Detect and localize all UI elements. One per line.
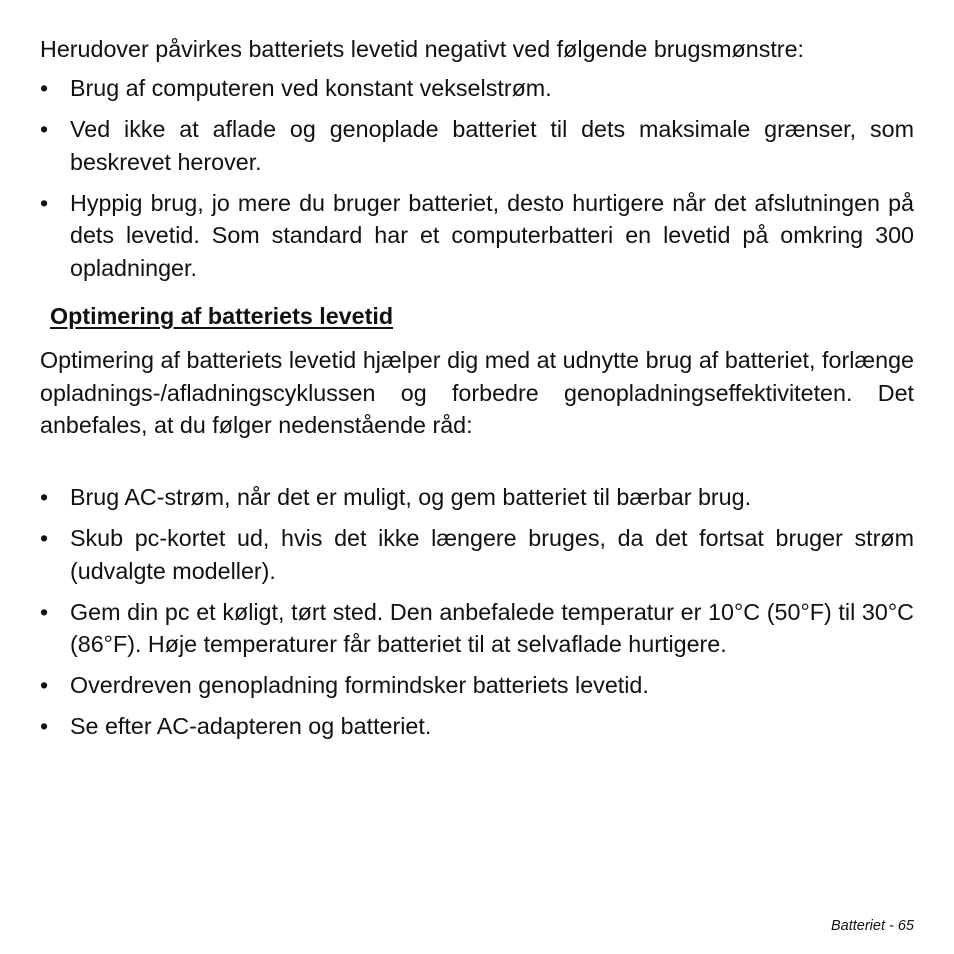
list-item-text: Ved ikke at aflade og genoplade batteriet til dets maksimale grænser, som beskrevet herover. [70,116,914,175]
intro-paragraph: Herudover påvirkes batteriets levetid negativt ved følgende brugsmønstre: [40,36,804,62]
page-number: 65 [897,918,914,934]
list-item [40,596,914,661]
list-item [40,481,914,514]
list-item [40,669,914,702]
bullet-icon: • [40,713,49,739]
bullet-icon: • [40,484,49,510]
list-item-text: Hyppig brug, jo mere du bruger batteriet, desto hurtigere når det afslutningen på dets levetid. Som standard har et computerbatteri en levetid på omkring 300 opladninger. [70,189,914,281]
bullet-icon: • [40,75,49,101]
list-item-text: Brug AC-strøm, når det er muligt, og gem batteriet til bærbar brug. [70,484,752,510]
optimization-tips-list [40,481,914,751]
list-item [40,710,914,743]
usage-patterns-list [40,72,914,293]
bullet-icon: • [40,672,49,698]
list-item-text: Brug af computeren ved konstant vekselstrøm. [70,75,552,101]
bullet-icon: • [40,116,49,142]
bullet-icon: • [40,598,49,625]
list-item-text: Overdreven genopladning formindsker batteriets levetid. [70,672,649,698]
page-footer [831,918,914,934]
list-item [40,522,914,587]
list-item [40,187,914,285]
body-paragraph: Optimering af batteriets levetid hjælper dig med at udnytte brug af batteriet, forlænge opladnings-/afladningscyklussen og forbedre genopladningseffektiviteten. Det anbefales, at du følger nedenstående råd: [40,347,914,438]
section-heading: Optimering af batteriets levetid [50,303,394,329]
list-item [40,72,914,105]
list-item [40,113,914,178]
list-item-text: Se efter AC-adapteren og batteriet. [70,713,432,739]
list-item-text: Gem din pc et køligt, tørt sted. Den anbefalede temperatur er 10°C (50°F) til 30°C (86°F). Høje temperaturer får batteriet til at selvaflade hurtigere. [70,598,914,657]
footer-section-label: Batteriet - [830,918,894,934]
list-item-text: Skub pc-kortet ud, hvis det ikke længere bruges, da det fortsat bruger strøm (udvalgte modeller). [70,525,914,584]
bullet-icon: • [40,525,49,551]
bullet-icon: • [40,189,49,216]
